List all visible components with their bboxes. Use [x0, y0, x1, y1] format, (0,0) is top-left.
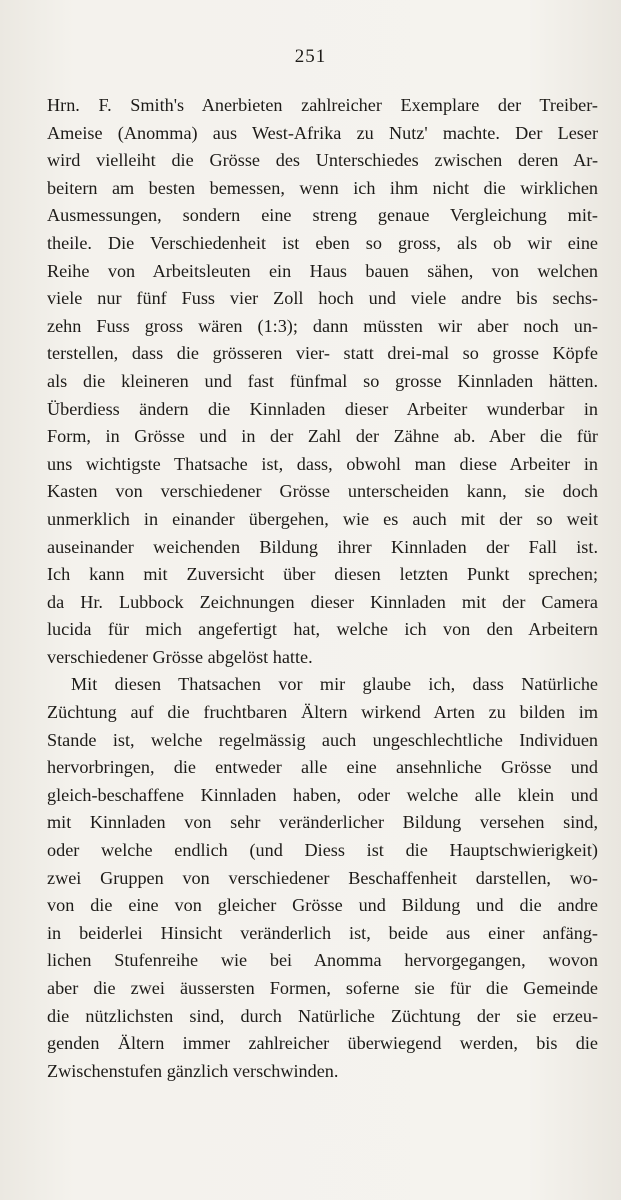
text-line: Stande ist, welche regelmässig auch ungeschlechtliche Individuen [47, 729, 598, 750]
text-line: Zwischenstufen gänzlich verschwinden. [47, 1060, 339, 1081]
text-line: mit Kinnladen von sehr veränderlicher Bildung versehen sind, [47, 812, 598, 833]
text-line: Reihe von Arbeitsleuten ein Haus bauen sähen, von welchen [47, 260, 598, 281]
text-line: Hrn. F. Smith's Anerbieten zahlreicher Exemplare der Treiber- [47, 95, 598, 115]
text-line: terstellen, dass die grösseren vier- statt drei-mal so grosse Köpfe [47, 343, 598, 364]
text-line: Ich kann mit Zuversicht über diesen letzten Punkt sprechen; [47, 564, 598, 585]
text-line: die nützlichsten sind, durch Natürliche Züchtung der sie erzeu- [47, 1005, 598, 1026]
text-line: uns wichtigste Thatsache ist, dass, obwohl man diese Arbeiter in [47, 453, 598, 474]
text-line: in beiderlei Hinsicht veränderlich ist, beide aus einer anfäng- [47, 922, 598, 943]
page-number: 251 [294, 46, 327, 67]
text-line: Mit diesen Thatsachen vor mir glaube ich, dass Natürliche [71, 674, 598, 695]
text-line: Ameise (Anomma) aus West-Afrika zu Nutz' machte. Der Leser [47, 122, 598, 143]
text-line: viele nur fünf Fuss vier Zoll hoch und viele andre bis sechs- [47, 288, 598, 309]
text-line: Überdiess ändern die Kinnladen dieser Arbeiter wunderbar in [47, 398, 598, 419]
text-line: von die eine von gleicher Grösse und Bildung und die andre [47, 895, 598, 916]
text-line: gleich-beschaffene Kinnladen haben, oder welche alle klein und [47, 784, 598, 805]
text-line: lichen Stufenreihe wie bei Anomma hervorgegangen, wovon [47, 950, 598, 971]
text-line: Züchtung auf die fruchtbaren Ältern wirkend Arten zu bilden im [47, 702, 598, 723]
body-text [47, 92, 598, 1085]
text-line: oder welche endlich (und Diess ist die Hauptschwierigkeit) [47, 840, 598, 861]
text-line: Ausmessungen, sondern eine streng genaue Vergleichung mit- [47, 205, 598, 226]
text-line: verschiedener Grösse abgelöst hatte. [47, 646, 313, 667]
text-line: wird vielleiht die Grösse des Unterschiedes zwischen deren Ar- [47, 150, 598, 171]
text-line: Kasten von verschiedener Grösse unterscheiden kann, sie doch [47, 481, 598, 502]
text-line: zwei Gruppen von verschiedener Beschaffenheit darstellen, wo- [47, 867, 598, 888]
text-line: da Hr. Lubbock Zeichnungen dieser Kinnladen mit der Camera [47, 591, 598, 612]
text-line: auseinander weichenden Bildung ihrer Kinnladen der Fall ist. [47, 536, 598, 557]
text-line: genden Ältern immer zahlreicher überwiegend werden, bis die [47, 1033, 598, 1054]
text-line: theile. Die Verschiedenheit ist eben so gross, als ob wir eine [47, 232, 598, 253]
text-line: zehn Fuss gross wären (1:3); dann müssten wir aber noch un- [47, 315, 598, 336]
text-line: Form, in Grösse und in der Zahl der Zähne ab. Aber die für [47, 426, 598, 447]
text-line: als die kleineren und fast fünfmal so grosse Kinnladen hätten. [47, 370, 598, 391]
text-line: lucida für mich angefertigt hat, welche ich von den Arbeitern [47, 619, 598, 640]
text-line: hervorbringen, die entweder alle eine ansehnliche Grösse und [47, 757, 598, 778]
text-line: unmerklich in einander übergehen, wie es auch mit der so weit [47, 508, 598, 529]
text-line: aber die zwei äussersten Formen, soferne sie für die Gemeinde [47, 978, 598, 998]
text-line: beitern am besten bemessen, wenn ich ihm nicht die wirklichen [47, 177, 598, 198]
